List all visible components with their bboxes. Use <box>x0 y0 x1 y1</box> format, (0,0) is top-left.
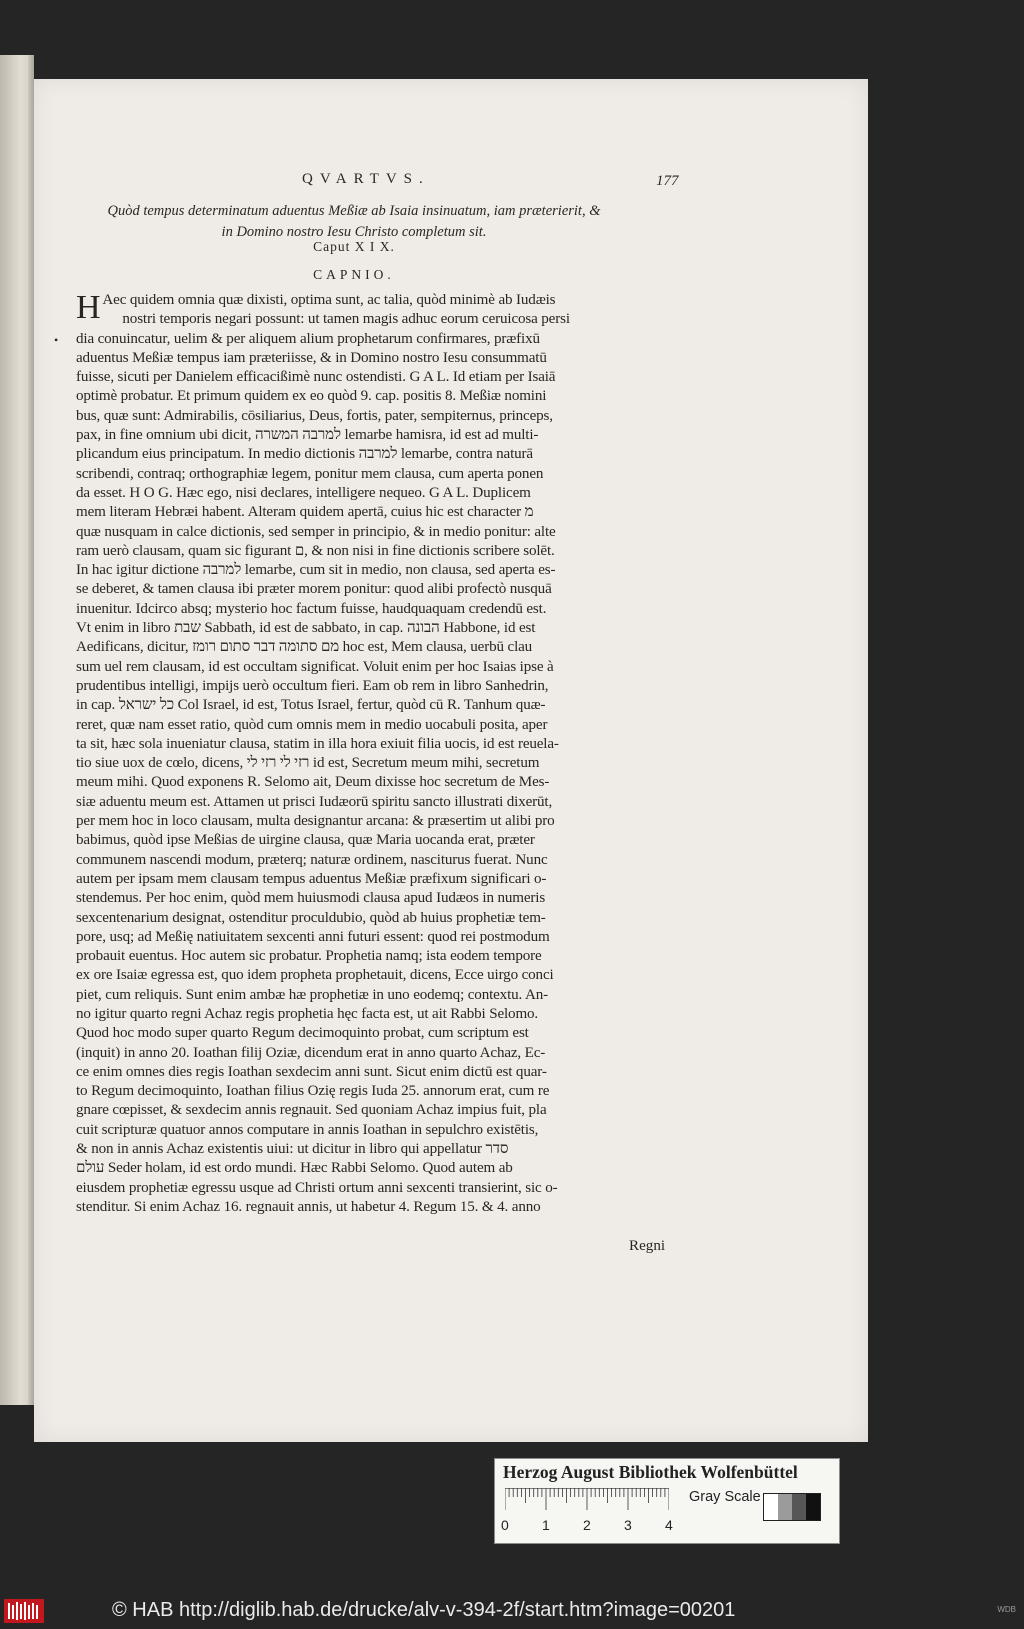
text-line-content: fuisse, sicuti per Danielem efficacißimè nunc ostendisti. G A L. Id etiam per Isaiā <box>76 369 556 386</box>
text-line-content: quæ nusquam in calce dictionis, sed semper in principio, & in medio ponitur: alte <box>76 523 556 540</box>
text-line-content: (inquit) in anno 20. Ioathan filij Oziæ, dicendum erat in anno quarto Achaz, Ec- <box>76 1044 546 1061</box>
text-line <box>76 793 716 812</box>
text-line-content: da esset. H O G. Hæc ego, nisi declares, intelligere nequeo. G A L. Duplicem <box>76 484 531 501</box>
text-line-content: In hac igitur dictione למרבה lemarbe, cum sit in medio, non clausa, sed aperta es- <box>76 562 556 579</box>
text-line-content: sum uel rem clausam, id est occultam significat. Voluit enim per hoc Isaias ipse à <box>76 658 554 675</box>
text-line-content: inuenitur. Idcirco absq; mysterio hoc factum fuisse, haudquaquam credendū est. <box>76 600 547 617</box>
text-line-content: plicandum eius principatum. In medio dictionis למרבה lemarbe, contra naturā <box>76 446 533 463</box>
text-line <box>76 909 716 928</box>
gray-scale-swatch <box>763 1493 821 1521</box>
book-page <box>34 79 868 1442</box>
text-line-content: communem nascendi modum, præterq; naturæ ordinem, nasciturus fuerat. Nunc <box>76 851 548 868</box>
text-line-content: gnare cœpisset, & sexdecim annis regnauit. Sed quoniam Achaz impius fuit, pla <box>76 1102 547 1119</box>
text-line <box>76 677 716 696</box>
text-line-content: reret, quæ nam esset ratio, quòd cum omnis mem in medio uocabuli posita, aper <box>76 716 548 733</box>
text-line <box>76 1140 716 1159</box>
text-line <box>76 947 716 966</box>
text-line-content: pore, usq; ad Meßię natiuitatem sexcenti anni futuri essent: quod rei postmodum <box>76 928 550 945</box>
text-line-content: ex ore Isaiæ egressa est, quo idem propheta prophetauit, dicens, Ecce uirgo conci <box>76 967 554 984</box>
page-header <box>34 171 868 195</box>
text-line-content: stenditur. Si enim Achaz 16. regnauit annis, ut habetur 4. Regum 15. & 4. anno <box>76 1198 541 1215</box>
text-line <box>76 754 716 773</box>
text-line-content: cuit scripturæ quatuor annos computare in annis Ioathan in sepulchro existētis, <box>76 1121 539 1138</box>
body-text <box>76 291 716 1217</box>
library-name: Herzog August Bibliothek Wolfenbüttel <box>503 1462 798 1482</box>
text-line <box>76 1063 716 1082</box>
text-line-content: stendemus. Per hoc enim, quòd mem huiusmodi clausa apud Iudæos in numeris <box>76 890 546 907</box>
text-line-content: ta sit, hæc sola inueniatur clausa, statim in illa hora exiuit filia uocis, id est reuela- <box>76 735 559 752</box>
text-line <box>76 638 716 657</box>
text-line <box>76 1101 716 1120</box>
text-line-content: pax, in fine omnium ubi dicit, למרבה המשרה lemarbe hamisra, id est ad multi- <box>76 427 539 444</box>
text-line-content: per mem hoc in loco clausam, multa designantur arcana: & præsertim ut alibi pro <box>76 813 555 830</box>
chapter-title-line: Quòd tempus determinatum aduentus Meßiæ ab Isaia insinuatum, iam præterierit, & <box>107 203 601 219</box>
text-line-content: to Regum decimoquinto, Ioathan filius Ozię regis Iuda 25. annorum erat, cum re <box>76 1083 550 1100</box>
text-line <box>76 445 716 464</box>
text-line-content: Quod hoc modo super quarto Regum decimoquinto probat, cum scriptum est <box>76 1025 529 1042</box>
text-line <box>76 928 716 947</box>
text-line-content: piet, cum reliquis. Sunt enim ambæ hæ prophetiæ in uno eodemq; contextu. An- <box>76 986 548 1003</box>
text-line <box>76 561 716 580</box>
text-line-content: probauit euentus. Hoc autem sic probatur. Prophetia namq; ista eodem tempore <box>76 948 542 965</box>
text-line-content: optimè probatur. Et primum quidem ex eo quòd 9. cap. positis 8. Meßiæ nomini <box>76 388 547 405</box>
text-line <box>76 600 716 619</box>
speaker-heading: CAPNIO. <box>313 267 395 282</box>
text-line <box>76 966 716 985</box>
text-line <box>102 310 716 329</box>
text-line-content: mem literam Hebræi habent. Alteram quidem apertā, cuius hic est character מ <box>76 504 534 521</box>
text-line-content: sexcentenarium designat, ostenditur proculdubio, quòd ab huius prophetiæ tem- <box>76 909 546 926</box>
text-line-content: nostri temporis negari possunt: ut tamen magis adhuc eorum ceruicosa persi <box>122 311 570 328</box>
text-line <box>76 696 716 715</box>
text-line <box>76 658 716 677</box>
text-line-content: meum mihi. Quod exponens R. Selomo ait, Deum dixisse hoc secretum de Mes- <box>76 774 550 791</box>
text-line <box>76 407 716 426</box>
text-line <box>76 889 716 908</box>
text-line <box>76 831 716 850</box>
text-line <box>76 1044 716 1063</box>
hab-logo-icon <box>4 1599 44 1623</box>
gray-scale-label: Gray Scale <box>689 1489 761 1505</box>
text-line <box>76 716 716 735</box>
text-line <box>76 1082 716 1101</box>
text-line-content: autem per ipsam mem clausam tempus aduentus Meßiæ præfixum significari o- <box>76 870 547 887</box>
text-line-content: Aedificans, dicitur, מם סתומה דבר סתום רומז hoc est, Mem clausa, uerbū clau <box>76 639 533 656</box>
text-line <box>76 1198 716 1217</box>
ruler-scale <box>505 1488 669 1512</box>
copyright-url: © HAB http://diglib.hab.de/drucke/alv-v-394-2f/start.htm?image=00201 <box>112 1599 736 1621</box>
text-line <box>76 1121 716 1140</box>
text-line <box>76 1159 716 1178</box>
text-line-content: עולם Seder holam, id est ordo mundi. Hæc Rabbi Selomo. Quod autem ab <box>76 1160 513 1177</box>
text-line-content: & non in annis Achaz existentis uiui: ut dicitur in libro qui appellatur סדר <box>76 1141 509 1158</box>
drop-cap: H <box>76 289 101 326</box>
text-line <box>76 773 716 792</box>
text-line-content: ce enim omnes dies regis Ioathan sexdecim anni sunt. Sicut enim dictū est quar- <box>76 1063 547 1080</box>
text-line-content: bus, quæ sunt: Admirabilis, cōsiliarius, Deus, fortis, pater, sempiternus, princeps, <box>76 407 553 424</box>
text-line-content: scribendi, contraq; orthographiæ legem, ponitur mem clausa, cum aperta ponen <box>76 465 544 482</box>
text-line-content: dia conuincatur, uelim & per aliquem alium prophetarum confirmares, præfixū <box>76 330 540 347</box>
text-line-content: siæ aduentu meum est. Attamen ut prisci Iudæorū spiritu sancto illustrati dixerūt, <box>76 793 553 810</box>
text-line-content: tio siue uox de cœlo, dicens, רזי לי רזי לי id est, Secretum meum mihi, secretum <box>76 755 540 772</box>
text-line-content: se deberet, & tamen clausa ibi præter morem ponitur: quod alibi profectò nusquā <box>76 581 552 598</box>
text-line <box>76 503 716 522</box>
text-line <box>76 986 716 1005</box>
ruler-number: 3 <box>624 1517 632 1533</box>
text-line <box>76 1005 716 1024</box>
text-line <box>76 1179 716 1198</box>
chapter-number: Caput X I X. <box>313 239 395 254</box>
text-line <box>76 619 716 638</box>
text-line <box>76 1024 716 1043</box>
text-line-content: Aec quidem omnia quæ dixisti, optima sunt, ac talia, quòd minimè ab Iudæis <box>102 292 556 308</box>
text-line-content: eiusdem prophetiæ egressu usque ad Christi ortum anni sexcenti transierint, sic o- <box>76 1179 558 1196</box>
text-line-content: in cap. כל ישראל Col Israel, id est, Totus Israel, fertur, quòd cū R. Tanhum quæ- <box>76 697 546 714</box>
text-line-content: ram uerò clausam, quam sic figurant ם, & non nisi in fine dictionis scribere solēt. <box>76 542 555 559</box>
text-line <box>76 735 716 754</box>
ruler-number: 2 <box>583 1517 591 1533</box>
text-line <box>76 330 716 349</box>
text-line <box>76 465 716 484</box>
footer-bar <box>0 1591 1024 1629</box>
text-line <box>76 851 716 870</box>
text-line-content: prudentibus intelligi, impijs uerò occultum fieri. Eam ob rem in libro Sanhedrin, <box>76 677 549 694</box>
text-line <box>76 542 716 561</box>
text-line <box>76 484 716 503</box>
ruler-number: 0 <box>501 1517 509 1533</box>
text-line-content: no igitur quarto regni Achaz regis prophetia hęc facta est, ut ait Rabbi Selomo. <box>76 1005 539 1022</box>
text-line <box>76 368 716 387</box>
running-head: QVARTVS. <box>302 171 430 187</box>
text-line-content: aduentus Meßiæ tempus iam præteriisse, & in Domino nostro Iesu consummatū <box>76 349 547 366</box>
ruler-numbers <box>501 1517 677 1537</box>
chapter-title <box>74 201 634 243</box>
margin-mark: • <box>54 333 59 347</box>
footer-corner-mark: WDB <box>997 1605 1016 1614</box>
text-line <box>76 812 716 831</box>
text-line-content: Vt enim in libro שבת Sabbath, id est de sabbato, in cap. הבונה Habbone, id est <box>76 620 536 637</box>
text-line <box>76 349 716 368</box>
catchword: Regni <box>629 1238 666 1254</box>
text-line-content: babimus, quòd ipse Meßias de uirgine clausa, quæ Maria uocanda erat, præter <box>76 832 535 849</box>
color-scale-card <box>494 1458 840 1544</box>
chapter-title-line: in Domino nostro Iesu Christo completum sit. <box>221 224 487 240</box>
ruler-number: 4 <box>665 1517 673 1533</box>
ruler-number: 1 <box>542 1517 550 1533</box>
text-line <box>76 580 716 599</box>
text-line <box>76 387 716 406</box>
text-line <box>76 870 716 889</box>
text-line <box>76 523 716 542</box>
folio-number: 177 <box>656 173 679 189</box>
text-line <box>76 426 716 445</box>
adjacent-page-edges <box>0 55 34 1405</box>
